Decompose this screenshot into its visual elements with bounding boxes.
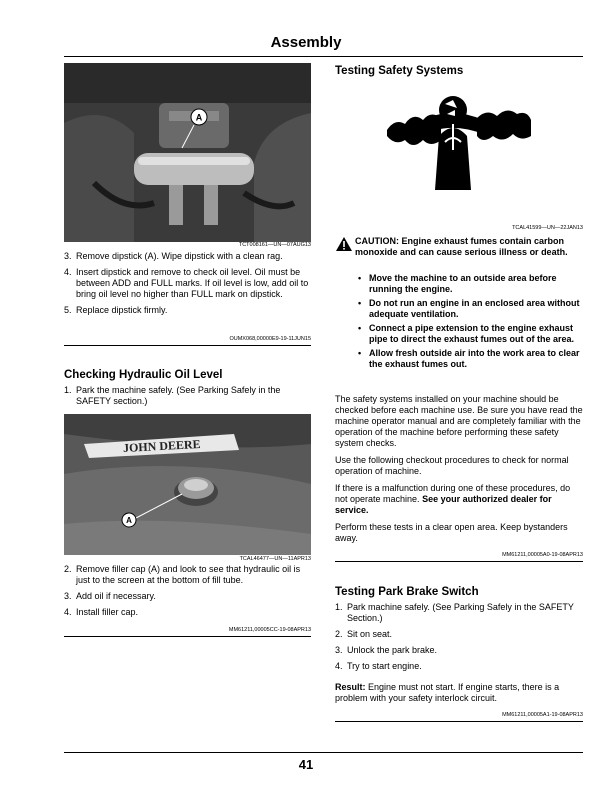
section-separator: [64, 636, 311, 637]
step-item: [335, 629, 583, 640]
malfunction-text: If there is a malfunction during one of these procedures, do not operate machine.: [335, 483, 571, 504]
step-text: Park the machine safely. (See Parking Safely in the SAFETY section.): [76, 385, 281, 406]
section-heading-safety: Testing Safety Systems: [335, 65, 464, 77]
step-text: Park machine safely. (See Parking Safely in the SAFETY Section.): [347, 602, 574, 623]
header-rule: [64, 56, 583, 57]
section-separator: [335, 721, 583, 722]
step-number: 1.: [64, 385, 72, 395]
hydraulic-steps: [64, 564, 311, 623]
photo2-callout: A: [126, 516, 132, 525]
step-text: Insert dipstick and remove to check oil level. Oil must be between ADD and FULL marks. If oil level is low, add oil to bring oil level no higher than FULL mark on dipstick.: [76, 267, 309, 299]
step-text: Remove dipstick (A). Wipe dipstick with a clean rag.: [76, 251, 283, 261]
section-heading-brake: Testing Park Brake Switch: [335, 586, 479, 598]
dipstick-steps: [64, 251, 311, 321]
bullet-text: Move the machine to an outside area before running the engine.: [369, 273, 557, 294]
bullet-text: Do not run an engine in an enclosed area without adequate ventilation.: [369, 298, 580, 319]
step-number: 2.: [335, 629, 343, 639]
step-item: [64, 564, 311, 586]
step-item: [64, 251, 311, 262]
malfunction-paragraph: [335, 483, 583, 516]
safety-bullets: [355, 273, 583, 373]
step-number: 4.: [64, 267, 72, 277]
step-number: 2.: [64, 564, 72, 574]
step-number: 1.: [335, 602, 343, 612]
result-paragraph: [335, 682, 583, 704]
bullet-dot-icon: •: [358, 273, 362, 283]
section-separator: [335, 561, 583, 562]
bullet-item: [355, 273, 583, 295]
safety-intro-paragraph: The safety systems installed on your machine should be checked before each machine use. Be sure you have read the machine operator manual and are completely familiar with the operation of the machine before performing these safety system checks.: [335, 394, 583, 448]
bullet-dot-icon: •: [358, 323, 362, 333]
step-item: [335, 602, 583, 624]
hydraulic-filler-illustration: [64, 414, 311, 555]
caution-statement: CAUTION: Engine exhaust fumes contain carbon monoxide and can cause serious illness or death.: [355, 236, 568, 257]
checkout-paragraph: Use the following checkout procedures to check for normal operation of machine.: [335, 455, 569, 476]
engine-dipstick-photo: [64, 63, 311, 242]
photo2-caption: TCAL46477—UN—11APR13: [239, 556, 311, 562]
step-item: [335, 645, 583, 656]
step-text: Add oil if necessary.: [76, 591, 156, 601]
step-number: 3.: [64, 251, 72, 261]
photo1-callout: A: [195, 112, 203, 123]
step-number: 5.: [64, 305, 72, 315]
section-heading-hydraulic: Checking Hydraulic Oil Level: [64, 369, 223, 381]
reference-code: OUMX068,00000E9-19-11JUN15: [229, 336, 311, 342]
step-number: 3.: [335, 645, 343, 655]
section-separator: [64, 345, 311, 346]
step-text: Unlock the park brake.: [347, 645, 438, 655]
bullet-text: Connect a pipe extension to the engine exhaust pipe to direct the exhaust fumes out of the area.: [369, 323, 575, 344]
bullet-item: [355, 348, 583, 370]
photo2-brand-label: JOHN DEERE: [122, 436, 201, 456]
brake-steps: [335, 602, 583, 677]
warning-caption: TCAL41599—UN—22JAN13: [512, 225, 583, 231]
step-item: [335, 661, 583, 672]
step-text: Try to start engine.: [347, 661, 422, 671]
step-text: Install filler cap.: [76, 607, 139, 617]
photo1-caption: TCT008161—UN—07AUG13: [238, 242, 311, 248]
bullet-item: [355, 298, 583, 320]
reference-code: MM61211,00005A0-19-08APR13: [502, 552, 583, 558]
footer-rule: [64, 752, 583, 753]
step-number: 4.: [335, 661, 343, 671]
reference-code: MM61211,00005CC-19-08APR13: [228, 627, 311, 633]
step-item: [64, 607, 311, 618]
page-title: Assembly: [270, 34, 342, 51]
dealer-service-text: See your authorized dealer for service.: [335, 494, 552, 515]
step-item: [64, 591, 311, 602]
step-number: 3.: [64, 591, 72, 601]
step-text: Replace dipstick firmly.: [76, 305, 168, 315]
caution-icon: [335, 236, 353, 252]
step-text: Sit on seat.: [347, 629, 393, 639]
hydraulic-filler-photo: [64, 414, 311, 555]
bullet-item: [355, 323, 583, 345]
result-text: Engine must not start. If engine starts, there is a problem with your safety interlock circuit.: [335, 682, 560, 703]
step-item: [64, 305, 311, 316]
step-item: [64, 267, 311, 300]
bullet-dot-icon: •: [358, 298, 362, 308]
step-item: [64, 385, 311, 407]
exhaust-warning-pictogram: [387, 90, 531, 190]
hydraulic-steps-intro: [64, 385, 311, 412]
result-label: Result:: [335, 682, 366, 692]
step-text: Remove filler cap (A) and look to see that hydraulic oil is just to the screen at the bottom of fill tube.: [76, 564, 301, 585]
bystanders-paragraph: Perform these tests in a clear open area. Keep bystanders away.: [335, 522, 568, 543]
step-number: 4.: [64, 607, 72, 617]
engine-dipstick-illustration: [64, 63, 311, 242]
bullet-dot-icon: •: [358, 348, 362, 358]
exhaust-fumes-icon: [387, 90, 531, 190]
reference-code: MM61211,00005A1-19-08APR13: [502, 712, 583, 718]
page-number: 41: [298, 757, 314, 772]
bullet-text: Allow fresh outside air into the work area to clear the exhaust fumes out.: [369, 348, 580, 369]
